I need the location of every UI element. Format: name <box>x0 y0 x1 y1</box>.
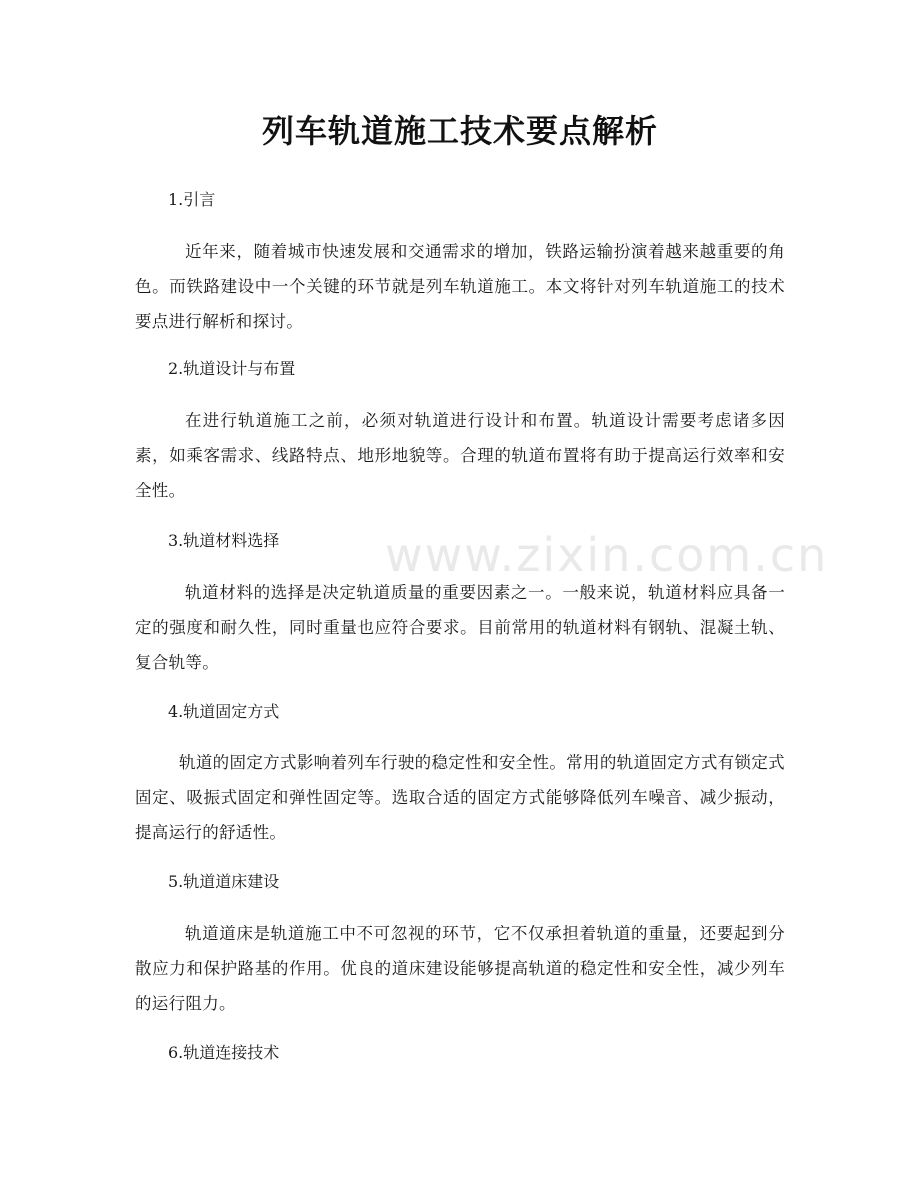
section-heading-materials: 3.轨道材料选择 <box>168 531 280 550</box>
page-title: 列车轨道施工技术要点解析 <box>261 112 658 150</box>
section-paragraph-fixing: 轨道的固定方式影响着列车行驶的稳定性和安全性。常用的轨道固定方式有锁定式固定、吸振式固定和弹性固定等。选取合适的固定方式能够降低列车噪音、减少振动，提高运行的舒适性。 <box>135 753 785 842</box>
section-paragraph-design: 在进行轨道施工之前，必须对轨道进行设计和布置。轨道设计需要考虑诸多因素，如乘客需求、线路特点、地形地貌等。合理的轨道布置将有助于提高运行效率和安全性。 <box>135 411 785 500</box>
section-paragraph-intro: 近年来，随着城市快速发展和交通需求的增加，铁路运输扮演着越来越重要的角色。而铁路建设中一个关键的环节就是列车轨道施工。本文将针对列车轨道施工的技术要点进行解析和探讨。 <box>135 242 785 331</box>
section-heading-fixing: 4.轨道固定方式 <box>168 702 280 721</box>
section-paragraph-bed: 轨道道床是轨道施工中不可忽视的环节，它不仅承担着轨道的重量，还要起到分散应力和保护路基的作用。优良的道床建设能够提高轨道的稳定性和安全性，减少列车的运行阻力。 <box>135 924 785 1013</box>
section-heading-bed: 5.轨道道床建设 <box>168 872 280 891</box>
watermark-text: www.zixin.com.cn <box>385 528 829 582</box>
section-heading-connection: 6.轨道连接技术 <box>168 1043 280 1062</box>
section-heading-intro: 1.引言 <box>168 190 216 209</box>
section-heading-design: 2.轨道设计与布置 <box>168 359 296 378</box>
section-paragraph-materials: 轨道材料的选择是决定轨道质量的重要因素之一。一般来说，轨道材料应具备一定的强度和耐久性，同时重量也应符合要求。目前常用的轨道材料有钢轨、混凝土轨、复合轨等。 <box>135 583 785 672</box>
